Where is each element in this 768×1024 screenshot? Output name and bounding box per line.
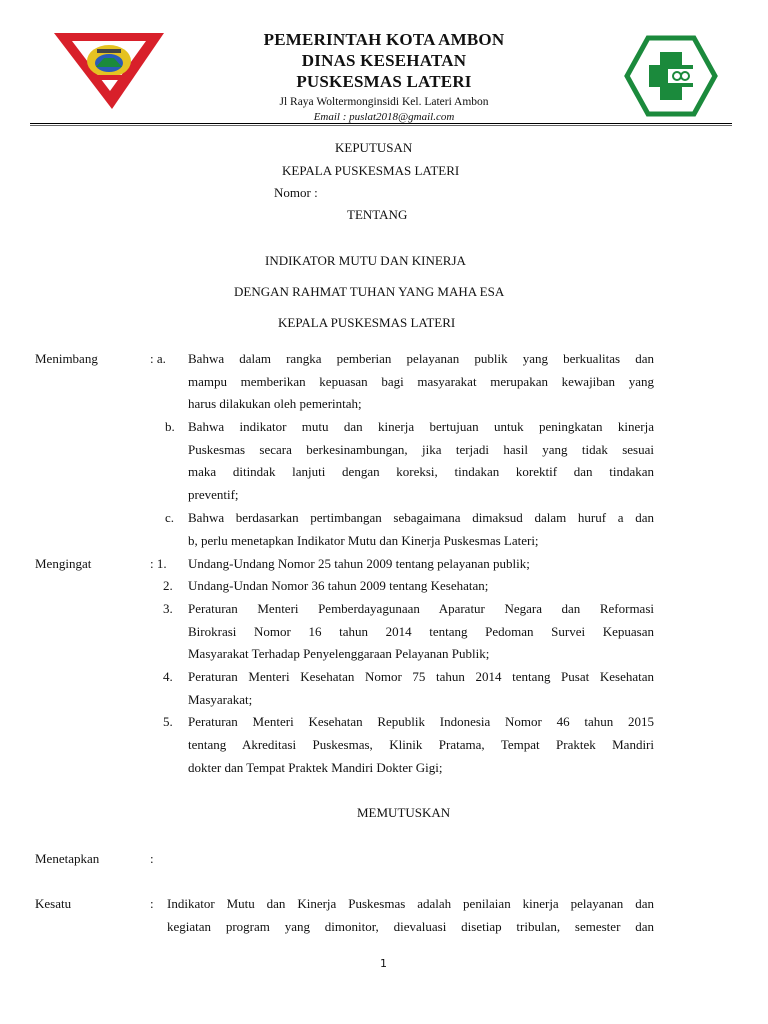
title-nomor: Nomor :: [274, 185, 318, 200]
page-number: 1: [380, 957, 387, 970]
menimbang-marker-a: : a.: [150, 351, 166, 366]
menimbang-c-line-1: Bahwa berdasarkan pertimbangan sebagaimana dimaksud dalam huruf a dan: [188, 510, 654, 525]
title-kepala: KEPALA PUSKESMAS LATERI: [282, 163, 460, 178]
menimbang-label: Menimbang: [35, 351, 98, 366]
menimbang-a-line-2: mampu memberikan kepuasan bagi masyarakat merupakan kewajiban yang: [188, 374, 654, 389]
memutuskan-heading: MEMUTUSKAN: [357, 805, 451, 820]
mengingat-4-line-2: Masyarakat;: [188, 692, 253, 707]
mengingat-label: Mengingat: [35, 556, 92, 571]
letterhead-rule: [30, 123, 732, 124]
menimbang-b-line-2: Puskesmas secara berkesinambungan, jika terjadi hasil yang tidak sesuai: [188, 442, 654, 457]
title-tentang: TENTANG: [347, 207, 408, 222]
mengingat-3-line-2: Birokrasi Nomor 16 tahun 2014 tentang Pedoman Survei Kepuasan: [188, 624, 654, 639]
title-keputusan: KEPUTUSAN: [335, 140, 413, 155]
menimbang-b-line-1: Bahwa indikator mutu dan kinerja bertujuan untuk peningkatan kinerja: [188, 419, 654, 434]
letterhead-email: Email : puslat2018@gmail.com: [313, 111, 455, 123]
title-subject: INDIKATOR MUTU DAN KINERJA: [265, 253, 466, 268]
title-rahmat: DENGAN RAHMAT TUHAN YANG MAHA ESA: [234, 284, 505, 299]
mengingat-marker-1: : 1.: [150, 556, 167, 571]
kesatu-line-1: Indikator Mutu dan Kinerja Puskesmas adalah penilaian kinerja pelayanan dan: [167, 896, 654, 911]
mengingat-marker-2: 2.: [163, 578, 173, 593]
menimbang-a-line-3: harus dilakukan oleh pemerintah;: [188, 396, 362, 411]
mengingat-5-line-1: Peraturan Menteri Kesehatan Republik Indonesia Nomor 46 tahun 2015: [188, 714, 654, 729]
mengingat-3-line-3: Masyarakat Terhadap Penyelenggaraan Pelayanan Publik;: [188, 646, 490, 661]
letterhead-institution: PUSKESMAS LATERI: [296, 72, 472, 91]
mengingat-5-line-3: dokter dan Tempat Praktek Mandiri Dokter Gigi;: [188, 760, 443, 775]
mengingat-marker-5: 5.: [163, 714, 173, 729]
menimbang-b-line-4: preventif;: [188, 487, 239, 502]
kota-ambon-crest-logo: [52, 27, 166, 111]
menimbang-marker-b: b.: [165, 419, 175, 434]
menetapkan-colon: :: [150, 851, 154, 866]
puskesmas-logo: [624, 35, 718, 117]
kesatu-label: Kesatu: [35, 896, 72, 911]
title-kepala-2: KEPALA PUSKESMAS LATERI: [278, 315, 456, 330]
letterhead-government: PEMERINTAH KOTA AMBON: [263, 30, 505, 49]
mengingat-marker-4: 4.: [163, 669, 173, 684]
letterhead-department: DINAS KESEHATAN: [301, 51, 467, 70]
menimbang-marker-c: c.: [165, 510, 175, 525]
kesatu-line-2: kegiatan program yang dimonitor, dievaluasi disetiap tribulan, semester dan: [167, 919, 654, 934]
letterhead-address: Jl Raya Woltermonginsidi Kel. Lateri Ambon: [279, 96, 489, 108]
kesatu-colon: :: [150, 896, 154, 911]
mengingat-2-line-1: Undang-Undan Nomor 36 tahun 2009 tentang Kesehatan;: [188, 578, 489, 593]
menetapkan-label: Menetapkan: [35, 851, 100, 866]
mengingat-3-line-1: Peraturan Menteri Pemberdayagunaan Aparatur Negara dan Reformasi: [188, 601, 654, 616]
mengingat-marker-3: 3.: [163, 601, 173, 616]
letterhead-rule-thin: [30, 125, 732, 126]
menimbang-c-line-2: b, perlu menetapkan Indikator Mutu dan Kinerja Puskesmas Lateri;: [188, 533, 539, 548]
menimbang-a-line-1: Bahwa dalam rangka pemberian pelayanan publik yang berkualitas dan: [188, 351, 654, 366]
letterhead: [200, 29, 568, 124]
mengingat-4-line-1: Peraturan Menteri Kesehatan Nomor 75 tahun 2014 tentang Pusat Kesehatan: [188, 669, 654, 684]
menimbang-b-line-3: maka ditindak lanjuti dengan koreksi, tindakan korektif dan tindakan: [188, 464, 654, 479]
mengingat-1-line-1: Undang-Undang Nomor 25 tahun 2009 tentang pelayanan publik;: [188, 556, 530, 571]
mengingat-5-line-2: tentang Akreditasi Puskesmas, Klinik Pratama, Tempat Praktek Mandiri: [188, 737, 654, 752]
